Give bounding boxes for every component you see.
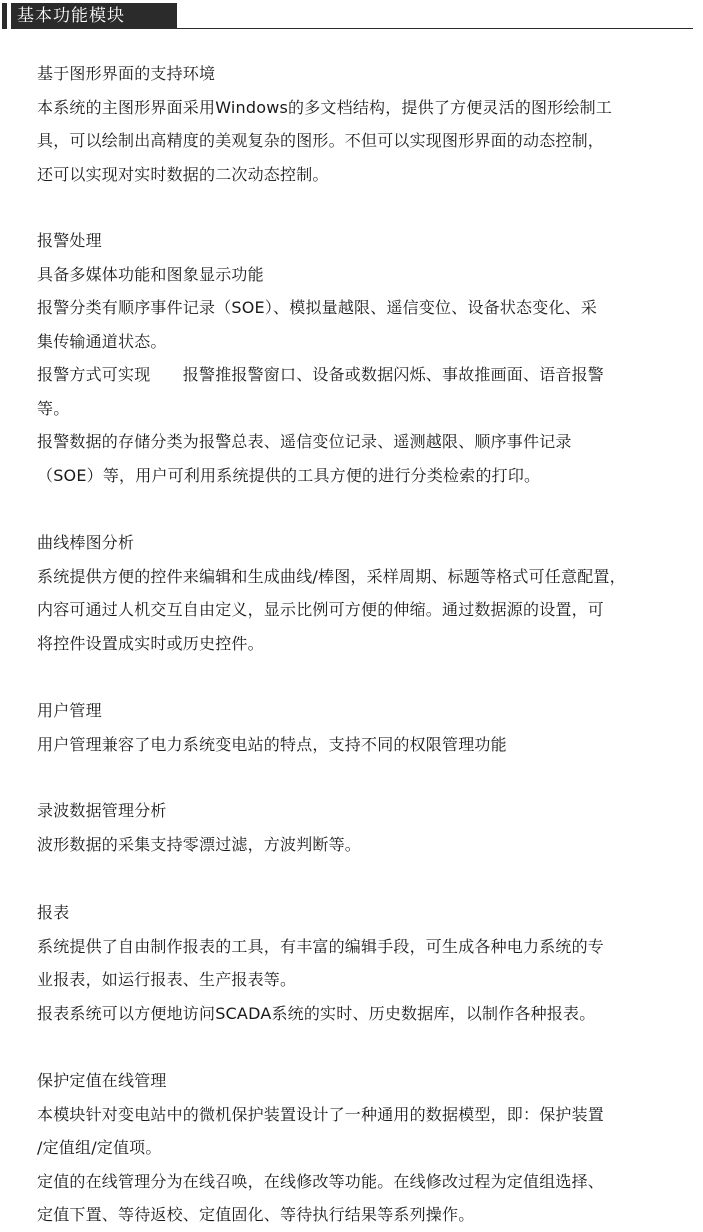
paragraph-line: 定值下置、等待返校、定值固化、等待执行结果等系列操作。 (37, 1205, 475, 1224)
section-curve-bar-analysis (37, 526, 697, 660)
paragraph-line: 报警分类有顺序事件记录（SOE）、模拟量越限、遥信变位、设备状态变化、采 (37, 298, 598, 317)
section-header (0, 0, 703, 32)
paragraph-line: 波形数据的采集支持零漂过滤，方波判断等。 (37, 834, 362, 854)
paragraph-line: 报警数据的存储分类为报警总表、遥信变位记录、遥测越限、顺序事件记录 (37, 432, 572, 451)
section-heading: 基于图形界面的支持环境 (37, 64, 216, 83)
section-heading: 报表 (37, 903, 70, 922)
section-graphics-environment (37, 57, 697, 191)
paragraph-line: /定值组/定值项。 (37, 1138, 162, 1157)
paragraph-line: 内容可通过人机交互自由定义，显示比例可方便的伸缩。通过数据源的设置，可 (37, 600, 605, 619)
paragraph-line: 具，可以绘制出高精度的美观复杂的图形。不但可以实现图形界面的动态控制， (37, 131, 605, 150)
paragraph-line: 将控件设置成实时或历史控件。 (37, 633, 264, 653)
paragraph-line: 报表系统可以方便地访问SCADA系统的实时、历史数据库，以制作各种报表。 (37, 1003, 596, 1023)
paragraph-line: 系统提供方便的控件来编辑和生成曲线/棒图，采样周期、标题等格式可任意配置， (37, 566, 626, 586)
section-heading: 用户管理 (37, 701, 102, 720)
section-heading: 录波数据管理分析 (37, 801, 167, 820)
paragraph-line: （SOE）等，用户可利用系统提供的工具方便的进行分类检索的打印。 (37, 465, 541, 485)
section-heading: 保护定值在线管理 (37, 1071, 167, 1090)
paragraph-line: 用户管理兼容了电力系统变电站的特点，支持不同的权限管理功能 (37, 734, 507, 754)
section-heading: 曲线棒图分析 (37, 533, 135, 552)
paragraph-line: 集传输通道状态。 (37, 331, 167, 351)
header-accent-bar (2, 3, 7, 29)
paragraph-line: 报警方式可实现 报警推报警窗口、设备或数据闪烁、事故推画面、语音报警 (37, 365, 605, 384)
section-heading: 报警处理 (37, 231, 102, 250)
paragraph-line: 业报表，如运行报表、生产报表等。 (37, 970, 297, 989)
paragraph-line: 等。 (37, 398, 70, 418)
paragraph-line: 定值的在线管理分为在线召唤，在线修改等功能。在线修改过程为定值组选择、 (37, 1171, 605, 1191)
page-title: 基本功能模块 (17, 6, 125, 26)
section-user-management (37, 694, 697, 761)
paragraph-line: 本系统的主图形界面采用Windows的多文档结构，提供了方便灵活的图形绘制工 (37, 97, 613, 117)
section-protection-settings (37, 1064, 697, 1232)
section-reports (37, 896, 697, 1030)
paragraph-line: 本模块针对变电站中的微机保护装置设计了一种通用的数据模型，即：保护装置 (37, 1104, 605, 1124)
section-alarm-processing (37, 224, 697, 492)
paragraph-line: 还可以实现对实时数据的二次动态控制。 (37, 164, 329, 184)
paragraph-line: 具备多媒体功能和图象显示功能 (37, 264, 264, 284)
section-waveform-analysis (37, 794, 697, 861)
header-underline (11, 28, 693, 29)
paragraph-line: 系统提供了自由制作报表的工具，有丰富的编辑手段，可生成各种电力系统的专 (37, 936, 605, 956)
